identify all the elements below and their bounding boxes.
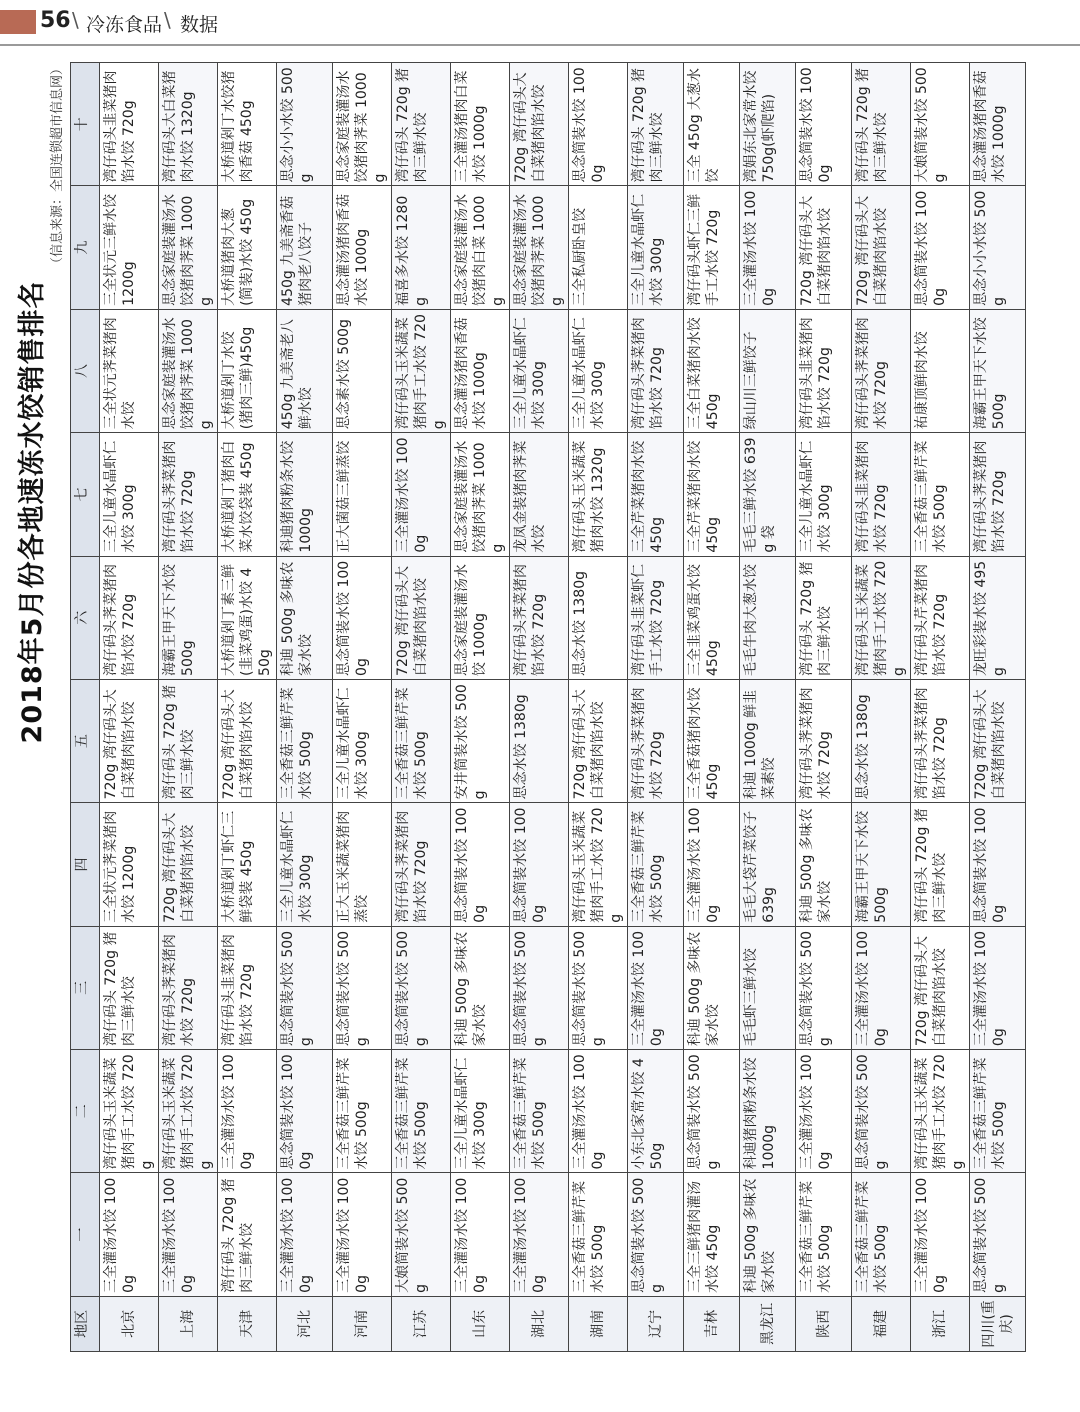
product-cell: 湾仔码头荠菜猪肉水饺 720g — [852, 309, 911, 432]
product-cell: 三全香菇三鲜芹菜水饺 500g — [510, 1050, 569, 1173]
product-cell: 三全儿童水晶虾仁水饺 300g — [451, 1050, 510, 1173]
product-cell: 毛毛三鲜水饺 639g 袋 — [740, 433, 796, 556]
product-cell: 大桥道剁丁水饺猪肉香菇 450g — [218, 63, 277, 186]
product-cell: 思念简装水饺 500g — [569, 926, 628, 1049]
product-cell: 三全儿童水晶虾仁水饺 300g — [569, 309, 628, 432]
product-cell: 720g 湾仔码头大白菜猪肉馅水饺 — [569, 679, 628, 802]
product-cell: 三全灌汤水饺 1000g — [277, 1173, 333, 1296]
product-cell: 科迪 1000g 鲜韭菜素饺 — [740, 679, 796, 802]
product-cell: 科迪 500g 多味农家水饺 — [277, 556, 333, 679]
region-cell: 四川(重庆) — [970, 1296, 1026, 1351]
product-cell: 湾仔码头玉米蔬菜猪肉手工水饺 720g — [911, 1050, 970, 1173]
product-cell: 三全香菇三鲜芹菜水饺 500g — [628, 803, 684, 926]
product-cell: 湾仔码头韭菜猪肉水饺 720g — [852, 433, 911, 556]
product-cell: 三全 450g 大葱水饺 — [684, 63, 740, 186]
product-cell: 三全香菇猪肉水饺 450g — [684, 679, 740, 802]
product-cell: 思念简装水饺 500g — [277, 926, 333, 1049]
product-cell: 三全香菇三鲜芹菜水饺 500g — [970, 1050, 1026, 1173]
product-cell: 思念小小水饺 500g — [277, 63, 333, 186]
product-cell: 三全儿童水晶虾仁水饺 300g — [796, 433, 852, 556]
header-separator: \ — [72, 8, 79, 32]
product-cell: 720g 湾仔码头大白菜猪肉馅水饺 — [796, 186, 852, 309]
product-cell: 海霸王甲天下水饺 500g — [852, 803, 911, 926]
product-cell: 思念家庭装灌汤水饺猪肉荠菜 1000g — [333, 63, 392, 186]
column-header-rank: 八 — [71, 309, 100, 432]
region-cell: 湖北 — [510, 1296, 569, 1351]
product-cell: 毛毛大袋芹菜饺子 639g — [740, 803, 796, 926]
product-cell: 三全灌汤水饺 1000g — [852, 926, 911, 1049]
product-cell: 大娘简装水饺 500g — [911, 63, 970, 186]
table-row — [159, 63, 218, 1352]
table-row — [218, 63, 277, 1352]
region-cell: 黑龙江 — [740, 1296, 796, 1351]
product-cell: 三全灌汤水饺 1000g — [740, 186, 796, 309]
product-cell: 科迪猪肉粉条水饺 1000g — [740, 1050, 796, 1173]
product-cell: 三全灌汤水饺 1000g — [569, 1050, 628, 1173]
column-header-rank: 五 — [71, 679, 100, 802]
product-cell: 大娘简装水饺 500g — [392, 1173, 451, 1296]
product-cell: 450g 九美斋香菇猪肉老八饺子 — [277, 186, 333, 309]
product-cell: 三全灌汤水饺 1000g — [796, 1050, 852, 1173]
region-cell: 河南 — [333, 1296, 392, 1351]
product-cell: 三全儿童水晶虾仁水饺 300g — [628, 186, 684, 309]
header-separator: \ — [164, 8, 171, 32]
product-cell: 思念简装水饺 500g — [970, 1173, 1026, 1296]
product-cell: 湾仔码头玉米蔬菜猪肉手工水饺 720g — [100, 1050, 159, 1173]
product-cell: 科迪 500g 多味农家水饺 — [740, 1173, 796, 1296]
column-header-rank: 六 — [71, 556, 100, 679]
product-cell: 湾仔码头韭菜猪肉馅水饺 720g — [796, 309, 852, 432]
table-row — [333, 63, 392, 1352]
product-cell: 三全香菇三鲜芹菜水饺 500g — [277, 679, 333, 802]
product-cell: 小东北家常水饺 450g — [628, 1050, 684, 1173]
table-header-row — [71, 63, 100, 1352]
product-cell: 三全私厨卧皇饺 — [569, 186, 628, 309]
product-cell: 湾仔码头大白菜猪肉水饺 1320g — [159, 63, 218, 186]
product-cell: 思念小小水饺 500g — [970, 186, 1026, 309]
product-cell: 三全韭菜鸡蛋水饺 450g — [684, 556, 740, 679]
product-cell: 科迪猪肉粉条水饺 1000g — [277, 433, 333, 556]
column-header-rank: 十 — [71, 63, 100, 186]
product-cell: 湾仔码头荠菜猪肉馅水饺 720g — [911, 679, 970, 802]
product-cell: 海霸王甲天下水饺 500g — [970, 309, 1026, 432]
product-cell: 正大玉米蔬菜猪肉蒸饺 — [333, 803, 392, 926]
product-cell: 三全香菇三鲜芹菜水饺 500g — [333, 1050, 392, 1173]
product-cell: 720g 湾仔码头大白菜猪肉馅水饺 — [100, 679, 159, 802]
column-header-rank: 三 — [71, 926, 100, 1049]
region-cell: 陕西 — [796, 1296, 852, 1351]
product-cell: 三全灌汤水饺 1000g — [628, 926, 684, 1049]
product-cell: 三全香菇三鲜芹菜水饺 500g — [796, 1173, 852, 1296]
product-cell: 福喜多水饺 1280g — [392, 186, 451, 309]
product-cell: 三全儿童水晶虾仁水饺 300g — [100, 433, 159, 556]
product-cell: 三全白菜猪肉水饺 450g — [684, 309, 740, 432]
region-cell: 北京 — [100, 1296, 159, 1351]
product-cell: 思念家庭装灌汤水饺猪肉荠菜 1000g — [159, 309, 218, 432]
product-cell: 三全灌汤水饺 1000g — [510, 1173, 569, 1296]
product-cell: 三全儿童水晶虾仁水饺 300g — [277, 803, 333, 926]
product-cell: 三全香菇三鲜芹菜水饺 500g — [392, 679, 451, 802]
product-cell: 海霸王甲天下水饺 500g — [159, 556, 218, 679]
product-cell: 湾仔码头韭菜猪肉馅水饺 720g — [100, 63, 159, 186]
product-cell: 湾仔码头荠菜猪肉水饺 720g — [628, 679, 684, 802]
product-cell: 正大菌菇三鲜蒸饺 — [333, 433, 392, 556]
region-cell: 天津 — [218, 1296, 277, 1351]
product-cell: 三全香菇三鲜芹菜水饺 500g — [392, 1050, 451, 1173]
product-cell: 大桥道剁丁虾仁三鲜袋装 450g — [218, 803, 277, 926]
product-cell: 720g 湾仔码头大白菜猪肉馅水饺 — [159, 803, 218, 926]
product-cell: 思念简装水饺 500g — [796, 926, 852, 1049]
column-header-rank: 二 — [71, 1050, 100, 1173]
product-cell: 三全状元荠菜猪肉水饺 1200g — [100, 803, 159, 926]
product-cell: 三全状元三鲜水饺 1200g — [100, 186, 159, 309]
product-cell: 三全灌汤水饺 1000g — [970, 926, 1026, 1049]
table-row — [970, 63, 1026, 1352]
product-cell: 思念家庭装灌汤水饺猪肉荠菜 1000g — [159, 186, 218, 309]
region-cell: 江苏 — [392, 1296, 451, 1351]
sales-ranking-table — [70, 62, 1026, 1352]
table-row — [852, 63, 911, 1352]
product-cell: 三全儿童水晶虾仁水饺 300g — [510, 309, 569, 432]
product-cell: 720g 湾仔码头大白菜猪肉馅水饺 — [392, 556, 451, 679]
region-cell: 上海 — [159, 1296, 218, 1351]
product-cell: 思念灌汤猪肉香菇水饺 1000g — [970, 63, 1026, 186]
product-cell: 湾仔码头韭菜虾仁手工水饺 720g — [628, 556, 684, 679]
product-cell: 思念简装水饺 1000g — [333, 556, 392, 679]
product-cell: 思念简装水饺 1000g — [569, 63, 628, 186]
product-cell: 大桥道剁丁素三鲜(韭菜鸡蛋)水饺 450g — [218, 556, 277, 679]
product-cell: 三全灌汤水饺 1000g — [684, 803, 740, 926]
column-header-rank: 四 — [71, 803, 100, 926]
product-cell: 思念简装水饺 500g — [510, 926, 569, 1049]
product-cell: 湾仔码头 720g 猪肉三鲜水饺 — [392, 63, 451, 186]
table-row — [451, 63, 510, 1352]
product-cell: 思念简装水饺 1000g — [277, 1050, 333, 1173]
product-cell: 湾仔码头玉米蔬菜猪肉手工水饺 720g — [852, 556, 911, 679]
region-cell: 湖南 — [569, 1296, 628, 1351]
section-name: 冷冻食品 — [86, 14, 163, 36]
product-cell: 三全灌汤水饺 1000g — [451, 1173, 510, 1296]
product-cell: 湾仔码头 720g 猪肉三鲜水饺 — [852, 63, 911, 186]
product-cell: 思念家庭装灌汤水饺 1000g — [451, 556, 510, 679]
product-cell: 思念简装水饺 500g — [392, 926, 451, 1049]
product-cell: 720g 湾仔码头大白菜猪肉馅水饺 — [852, 186, 911, 309]
product-cell: 科迪 500g 多味农家水饺 — [451, 926, 510, 1049]
product-cell: 思念水饺 1380g — [569, 556, 628, 679]
product-cell: 科迪 500g 多味农家水饺 — [684, 926, 740, 1049]
region-cell: 浙江 — [911, 1296, 970, 1351]
product-cell: 三全香菇三鲜芹菜水饺 500g — [911, 433, 970, 556]
product-cell: 思念简装水饺 1000g — [970, 803, 1026, 926]
product-cell: 湾仔码头荠菜猪肉水饺 720g — [796, 679, 852, 802]
product-cell: 科迪 500g 多味农家水饺 — [796, 803, 852, 926]
product-cell: 湾仔码头荠菜猪肉馅水饺 720g — [392, 803, 451, 926]
product-cell: 思念简装水饺 1000g — [510, 803, 569, 926]
region-cell: 福建 — [852, 1296, 911, 1351]
product-cell: 湾仔码头芹菜猪肉馅水饺 720g — [911, 556, 970, 679]
column-header-rank: 一 — [71, 1173, 100, 1296]
table-row — [510, 63, 569, 1352]
product-cell: 湾仔码头 720g 猪肉三鲜水饺 — [796, 556, 852, 679]
product-cell: 毛毛虾三鲜水饺 — [740, 926, 796, 1049]
product-cell: 湾仔码头荠菜猪肉馅水饺 720g — [510, 556, 569, 679]
table-row — [740, 63, 796, 1352]
product-cell: 三全灌汤水饺 1000g — [392, 433, 451, 556]
product-cell: 思念家庭装灌汤水饺猪肉白菜 1000g — [451, 186, 510, 309]
product-cell: 湾仔码头荠菜猪肉馅水饺 720g — [970, 433, 1026, 556]
product-cell: 思念素水饺 500g — [333, 309, 392, 432]
product-cell: 大桥道猪肉大葱(简装)水饺 450g — [218, 186, 277, 309]
product-cell: 湾仔码头玉米蔬菜猪肉水饺 1320g — [569, 433, 628, 556]
product-cell: 湾仔码头玉米蔬菜猪肉手工水饺 720g — [392, 309, 451, 432]
product-cell: 绿山川三鲜饺子 — [740, 309, 796, 432]
product-cell: 720g 湾仔码头大白菜猪肉馅水饺 — [510, 63, 569, 186]
product-cell: 湾仔码头 720g 猪肉三鲜水饺 — [911, 803, 970, 926]
region-cell: 辽宁 — [628, 1296, 684, 1351]
product-cell: 湾仔码头 720g 猪肉三鲜水饺 — [100, 926, 159, 1049]
product-cell: 湾仔码头玉米蔬菜猪肉手工水饺 720g — [569, 803, 628, 926]
table-row — [628, 63, 684, 1352]
product-cell: 龙旺彩装水饺 495g — [970, 556, 1026, 679]
product-cell: 湾仔码头 720g 猪肉三鲜水饺 — [628, 63, 684, 186]
product-cell: 湾仔码头荠菜猪肉馅水饺 720g — [100, 556, 159, 679]
table-row — [796, 63, 852, 1352]
product-cell: 湾娟东北家常水饺 750g(虾爬馅) — [740, 63, 796, 186]
product-cell: 思念灌汤猪肉香菇水饺 1000g — [333, 186, 392, 309]
product-cell: 毛毛牛肉大葱水饺 — [740, 556, 796, 679]
product-cell: 450g 九美斋老八鲜水饺 — [277, 309, 333, 432]
product-cell: 祐康顶鲜肉水饺 — [911, 309, 970, 432]
product-cell: 三全灌汤水饺 1000g — [100, 1173, 159, 1296]
column-header-rank: 七 — [71, 433, 100, 556]
table-row — [684, 63, 740, 1352]
product-cell: 720g 湾仔码头大白菜猪肉馅水饺 — [911, 926, 970, 1049]
product-cell: 大桥道剁丁猪肉白菜水饺袋装 450g — [218, 433, 277, 556]
product-cell: 三全芹菜猪肉水饺 450g — [684, 433, 740, 556]
product-cell: 思念简装水饺 1000g — [796, 63, 852, 186]
product-cell: 三全灌汤水饺 1000g — [159, 1173, 218, 1296]
product-cell: 三全灌汤猪肉白菜水饺 1000g — [451, 63, 510, 186]
column-header-region: 地区 — [71, 1296, 100, 1351]
product-cell: 湾仔码头荠菜猪肉馅水饺 720g — [159, 433, 218, 556]
product-cell: 思念简装水饺 500g — [628, 1173, 684, 1296]
subsection-name: 数据 — [180, 14, 219, 36]
product-cell: 三全香菇三鲜芹菜水饺 500g — [852, 1173, 911, 1296]
table-row — [911, 63, 970, 1352]
source-note: （信息来源：全国连锁超市信息网） — [50, 62, 65, 271]
product-cell: 思念家庭装灌汤水饺猪肉荠菜 1000g — [451, 433, 510, 556]
product-cell: 思念灌汤猪肉香菇水饺 1000g — [451, 309, 510, 432]
product-cell: 三全灌汤水饺 1000g — [333, 1173, 392, 1296]
product-cell: 思念简装水饺 1000g — [911, 186, 970, 309]
product-cell: 湾仔码头虾仁三鲜手工水饺 720g — [684, 186, 740, 309]
table-row — [100, 63, 159, 1352]
page-number: 56 — [40, 8, 71, 33]
product-cell: 龙凤金装猪肉荠菜水饺 — [510, 433, 569, 556]
product-cell: 三全灌汤水饺 1000g — [218, 1050, 277, 1173]
product-cell: 湾仔码头 720g 猪肉三鲜水饺 — [159, 679, 218, 802]
product-cell: 三全三鲜猪肉灌汤水饺 450g — [684, 1173, 740, 1296]
region-cell: 河北 — [277, 1296, 333, 1351]
column-header-rank: 九 — [71, 186, 100, 309]
product-cell: 湾仔码头韭菜猪肉馅水饺 720g — [218, 926, 277, 1049]
table-row — [569, 63, 628, 1352]
product-cell: 720g 湾仔码头大白菜猪肉馅水饺 — [970, 679, 1026, 802]
product-cell: 思念简装水饺 500g — [684, 1050, 740, 1173]
table-row — [392, 63, 451, 1352]
product-cell: 三全芹菜猪肉水饺 450g — [628, 433, 684, 556]
product-cell: 三全灌汤水饺 1000g — [911, 1173, 970, 1296]
product-cell: 三全状元荠菜猪肉水饺 — [100, 309, 159, 432]
product-cell: 思念简装水饺 500g — [333, 926, 392, 1049]
page-title: 2018年5月份各地速冻水饺销售排名 — [17, 280, 48, 744]
product-cell: 湾仔码头 720g 猪肉三鲜水饺 — [218, 1173, 277, 1296]
product-cell: 湾仔码头玉米蔬菜猪肉手工水饺 720g — [159, 1050, 218, 1173]
product-cell: 思念水饺 1380g — [510, 679, 569, 802]
product-cell: 湾仔码头荠菜猪肉馅水饺 720g — [628, 309, 684, 432]
product-cell: 三全香菇三鲜芹菜水饺 500g — [569, 1173, 628, 1296]
product-cell: 思念简装水饺 1000g — [451, 803, 510, 926]
product-cell: 湾仔码头荠菜猪肉水饺 720g — [159, 926, 218, 1049]
product-cell: 大桥道剁丁水饺(猪肉三鲜)450g — [218, 309, 277, 432]
product-cell: 思念简装水饺 500g — [852, 1050, 911, 1173]
product-cell: 720g 湾仔码头大白菜猪肉馅水饺 — [218, 679, 277, 802]
product-cell: 安井简装水饺 500g — [451, 679, 510, 802]
product-cell: 三全儿童水晶虾仁水饺 300g — [333, 679, 392, 802]
region-cell: 吉林 — [684, 1296, 740, 1351]
table-row — [277, 63, 333, 1352]
product-cell: 思念水饺 1380g — [852, 679, 911, 802]
region-cell: 山东 — [451, 1296, 510, 1351]
product-cell: 思念家庭装灌汤水饺猪肉荠菜 1000g — [510, 186, 569, 309]
